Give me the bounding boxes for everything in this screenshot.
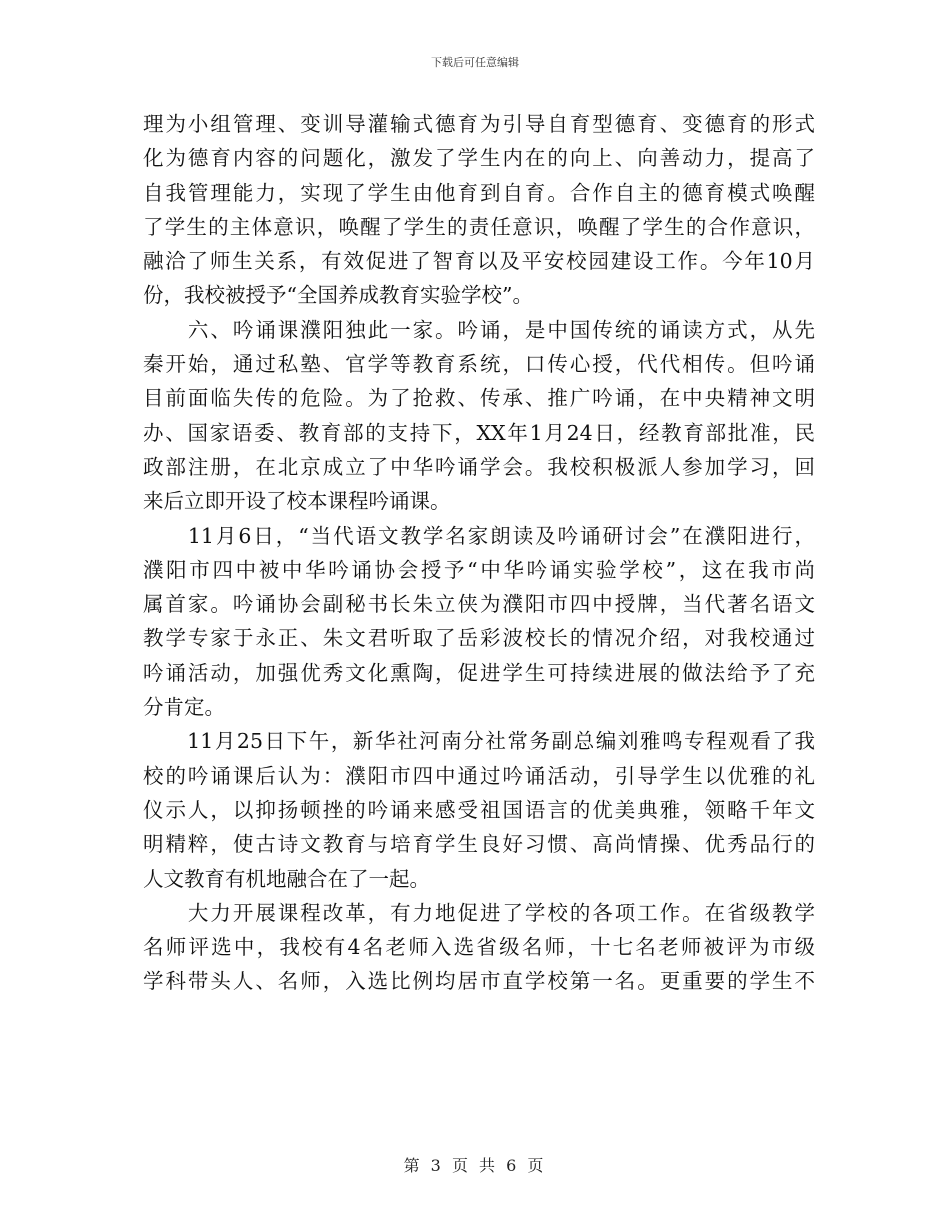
text-line: 目前面临失传的危险。为了抢救、传承、推广吟诵，在中央精神文明: [143, 386, 815, 411]
text-line: 教学专家于永正、朱文君听取了岳彩波校长的情况介绍，对我校通过: [143, 626, 815, 651]
text-line: 大力开展课程改革，有力地促进了学校的各项工作。在省级教学: [143, 900, 815, 925]
text-line: 分肯定。: [143, 695, 225, 720]
text-line: 校的吟诵课后认为：濮阳市四中通过吟诵活动，引导学生以优雅的礼: [143, 763, 815, 788]
text-line: 理为小组管理、变训导灌输式德育为引导自育型德育、变德育的形式: [143, 112, 815, 136]
text-line: 名师评选中，我校有4名老师入选省级名师，十七名老师被评为市级: [143, 935, 815, 960]
text-line: 濮阳市四中被中华吟诵协会授予“中华吟诵实验学校”，这在我市尚: [143, 557, 815, 582]
text-line: 学科带头人、名师，入选比例均居市直学校第一名。更重要的学生不: [143, 969, 815, 994]
text-line: 六、吟诵课濮阳独此一家。吟诵，是中国传统的诵读方式，从先: [143, 317, 815, 342]
text-line: 自我管理能力，实现了学生由他育到自育。合作自主的德育模式唤醒: [143, 180, 815, 205]
text-line: 了学生的主体意识，唤醒了学生的责任意识，唤醒了学生的合作意识，: [143, 214, 815, 239]
text-line: 秦开始，通过私塾、官学等教育系统，口传心授，代代相传。但吟诵: [143, 352, 815, 377]
text-line: 办、国家语委、教育部的支持下，XX年1月24日，经教育部批准，民: [143, 420, 815, 445]
body-text: [143, 107, 815, 999]
text-line: 仪示人，以抑扬顿挫的吟诵来感受祖国语言的优美典雅，领略千年文: [143, 797, 815, 822]
text-line: 人文教育有机地融合在了一起。: [143, 866, 430, 891]
text-line: 属首家。吟诵协会副秘书长朱立侠为濮阳市四中授牌，当代著名语文: [143, 592, 815, 617]
text-line: 政部注册，在北京成立了中华吟诵学会。我校积极派人参加学习，回: [143, 454, 815, 479]
text-line: 明精粹，使古诗文教育与培育学生良好习惯、高尚情操、优秀品行的: [143, 832, 815, 857]
text-line: 来后立即开设了校本课程吟诵课。: [143, 489, 451, 514]
text-line: 份，我校被授予“全国养成教育实验学校”。: [143, 283, 533, 308]
text-line: 11月6日，“当代语文教学名家朗读及吟诵研讨会”在濮阳进行，: [143, 523, 815, 548]
page-footer: 第 3 页 共 6 页: [403, 1156, 547, 1175]
text-line: 化为德育内容的问题化，激发了学生内在的向上、向善动力，提高了: [143, 146, 815, 171]
text-line: 11月25日下午，新华社河南分社常务副总编刘雅鸣专程观看了我: [143, 729, 815, 754]
text-line: 吟诵活动，加强优秀文化熏陶，促进学生可持续进展的做法给予了充: [143, 660, 815, 685]
page-header: 下载后可任意编辑: [431, 56, 519, 69]
text-line: 融洽了师生关系，有效促进了智育以及平安校园建设工作。今年10月: [143, 249, 815, 274]
